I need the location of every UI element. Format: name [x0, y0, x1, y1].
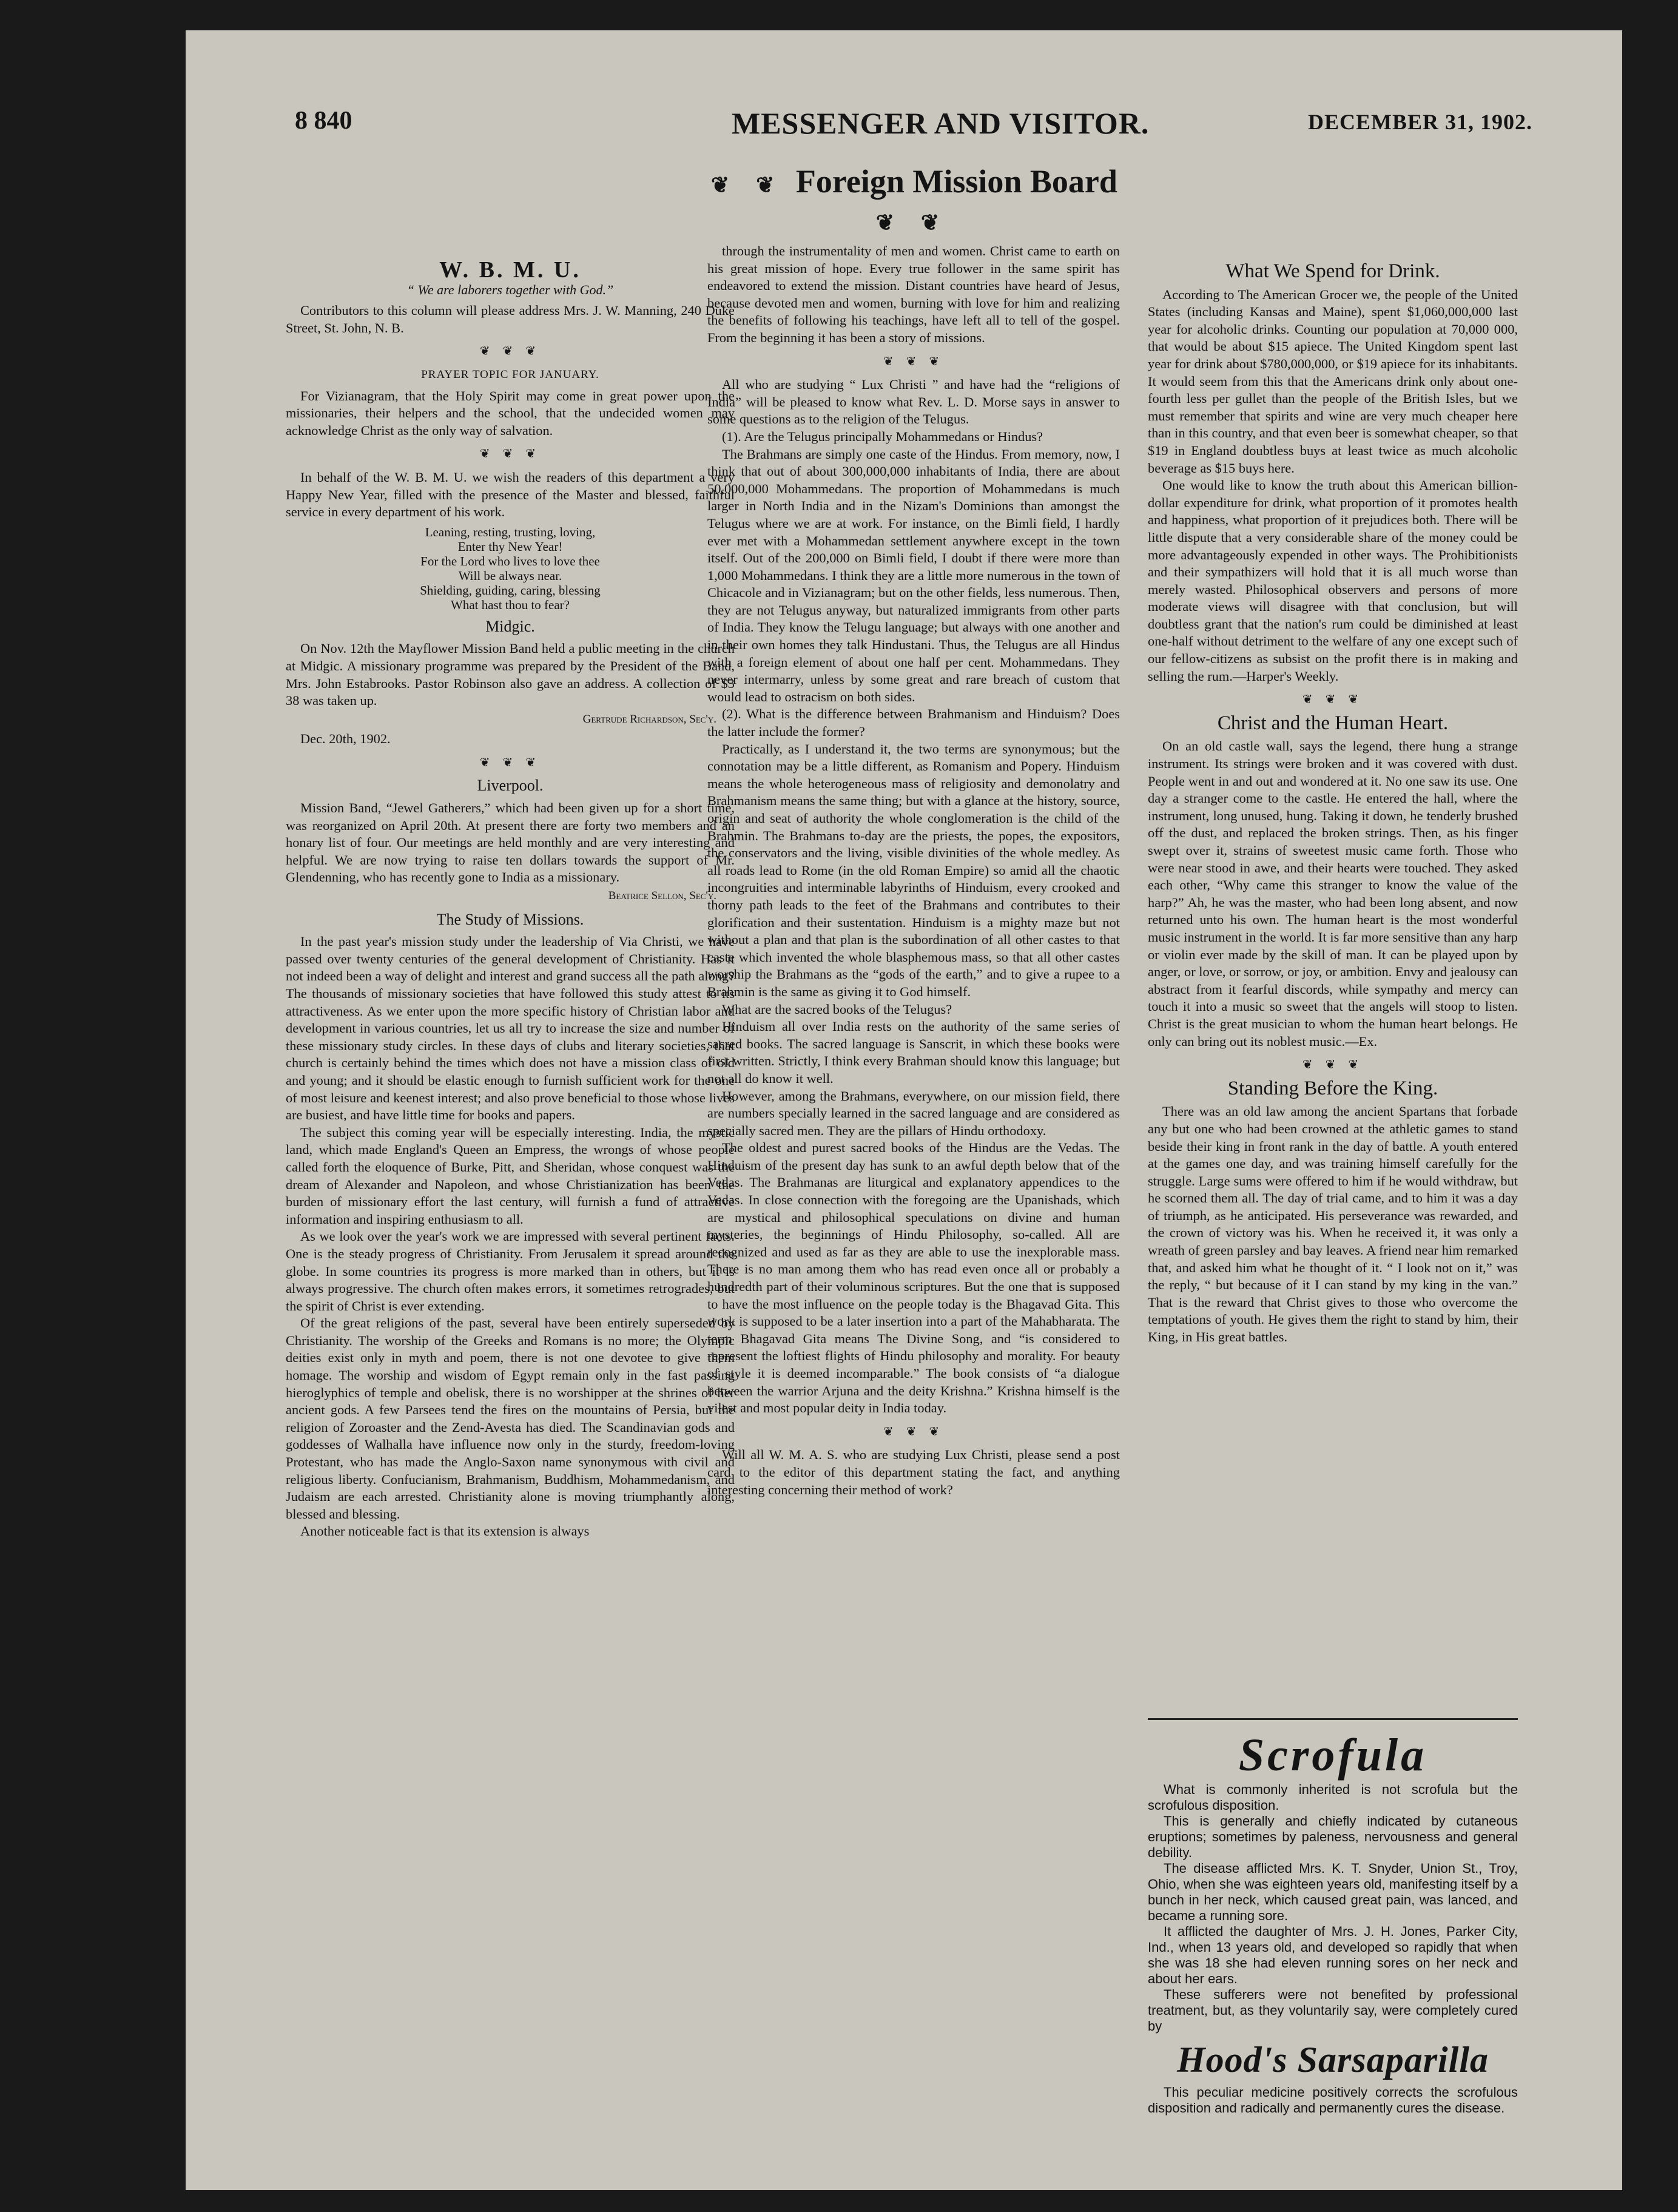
heart-paragraph: On an old castle wall, says the legend, there hung a strange instrument. Its strings were broken and it was covered with dust. People went in and out and wondered at it. No one saw its use. One day a stranger come to the castle. He entered the hall, where the instrument, long unused, hung. Taking it down, he tenderly brushed off the dust, and replaced the broken strings. Then, as his finger swept over it, strains of sweetest music came forth. Those who were near stood in awe, and their hearts were touched. They asked each other, “Why came this stranger to know the value of the harp?” Ah, he was the master, who had been long absent, and now returned unto his own. The human heart is the most wonderful music instrument in the world. It is far more sensitive than any harp or violin ever made by the skill of man. It can be played upon by anger, or love, or sorrow, or joy, or ambition. Envy and jealousy can abstract from it fearful discords, while sympathy and mercy can touch it into a music so sweet that the angels will stoop to listen. Christ is the great musician to whom the human heart belongs. He only can bring out its noblest music.—Ex.: [1148, 738, 1518, 1049]
divider-rule: [1148, 1718, 1518, 1720]
wbmu-motto: “ We are laborers together with God.”: [406, 282, 614, 297]
product-name: Hood's Sarsaparilla: [1176, 2040, 1489, 2080]
answer: The oldest and purest sacred books of the Hindus are the Vedas. The Hinduism of the present day has sunk to an awful depth below that of the Vedas. The Brahmanas are liturgical and explanatory appendices to the Vedas. In close connection with the foregoing are the Upanishads, which are mystical and philosophical speculations on divine and human mysteries, the beginnings of Hindu Philosophy, so-called. All are recognized and used as far as they are able to use the inexplorable mass. There is no man among them who has read even once all or probably a hundredth part of their voluminous scriptures. But the one that is supposed to have the most influence on the people today is the Bhagavad Gita. This work is supposed to be a later insertion into a part of the Mahabharata. The term Bhagavad Gita means The Divine Song, and “is considered to represent the loftiest flights of Hindu philosophy and morality. For beauty of style it is deemed incomparable.” The book consists of “a dialogue between the warrior Arjuna and the deity Krishna.” Krishna himself is the vilest and most popular deity in India today.: [707, 1140, 1120, 1416]
advert-paragraph: These sufferers were not benefited by professional treatment, but, as they voluntarily say, were completely cured by: [1148, 1987, 1518, 2034]
contributors-note: Contributors to this column will please address Mrs. J. W. Manning, 240 Duke Street, St. John, N. B.: [286, 303, 735, 336]
prayer-topic-heading: PRAYER TOPIC FOR JANUARY.: [421, 368, 599, 381]
issue-date: DECEMBER 31, 1902.: [1307, 110, 1532, 134]
ornament-stars: ❦ ❦ ❦: [479, 345, 541, 359]
new-year-poem: Leaning, resting, trusting, loving, Enter thy New Year! For the Lord who lives to love thee Will be always near. Shielding, guiding, caring, blessing What hast thou to fear?: [420, 524, 601, 612]
drink-paragraph: According to The American Grocer we, the people of the United States (including Kansas and Maine), spent $1,060,000,000 last year for alcoholic drinks. Counting our population at 70,000 000, that would be about $15 apiece. The United Kingdom spent last year for drink about $780,000,000, or $19 apiece for its inhabitants. It would seem from this that the Americans drink only about one-fourth less per gullet than the people of the British Isles, but we must remember that spirits and wine are very much cheaper here than in this country, and that even beer is somewhat cheaper, so that $19 in England doubtless buys at least twice as much alcoholic beverage as $15 buys here.: [1148, 286, 1518, 476]
liverpool-signature: Beatrice Sellon, Sec'y.: [608, 889, 716, 903]
midgic-heading: Midgic.: [485, 617, 535, 635]
closing-request: Will all W. M. A. S. who are studying Lux Christi, please send a post card to the editor of this department stating the fact, and anything interesting concerning their method of work?: [707, 1447, 1120, 1497]
midgic-signature: Gertrude Richardson, Sec'y.: [582, 712, 716, 726]
answer: Hinduism all over India rests on the authority of the same series of sacred books. The sacred language is Sanscrit, in which these books were first written. Strictly, I think every Brahman should know this language; but not all do know it well.: [707, 1019, 1120, 1086]
answer: However, among the Brahmans, everywhere, on our mission field, there are numbers specially learned in the sacred language and are considered as specially sacred men. They are the pillars of Hindu orthodoxy.: [707, 1088, 1120, 1138]
scrofula-advertisement: [1148, 1729, 1518, 2190]
advert-paragraph: This is generally and chiefly indicated by cutaneous eruptions; sometimes by paleness, nervousness and general debility.: [1148, 1813, 1518, 1860]
liverpool-text: Mission Band, “Jewel Gatherers,” which had been given up for a short time, was reorganized on April 20th. At present there are forty two members and an honary list of four. Our meetings are held monthly and are very interesting and helpful. We are now trying to raise ten dollars towards the support of Mr. Glendenning, who has recently gone to India as a missionary.: [286, 800, 735, 885]
advert-paragraph: It afflicted the daughter of Mrs. J. H. Jones, Parker City, Ind., when 13 years old, and developed so rapidly that when she was 18 she had eleven running sores on her neck and about her ears.: [1148, 1924, 1518, 1986]
advert-title: Scrofula: [1238, 1730, 1427, 1781]
question: (2). What is the difference between Brahmanism and Hinduism? Does the latter include the former?: [707, 706, 1120, 740]
newspaper-page: [186, 30, 1622, 2190]
ornament-icon: ❦: [756, 173, 775, 197]
column-middle: [707, 243, 1120, 2136]
ornament-icon: ❦: [875, 211, 894, 235]
ornament-icon: ❦: [921, 211, 940, 235]
ornament-stars: ❦ ❦ ❦: [479, 755, 541, 769]
study-paragraph: In the past year's mission study under the leadership of Via Christi, we have passed over twenty centuries of the general development of Christianity. Has it not indeed been a way of delight and interest and grand success all the path along? The thousands of missionary societies that have followed this study attest to its attractiveness. As we enter upon the more specific history of Christian labor and development in various countries, let us all try to increase the size and number of these missionary study circles. In these days of clubs and literary societies, that church is certainly behind the times which does not have a mission class of old and young; and it should be elastic enough to furnish sufficient work for the one of most leisure and keenest interest; and also prove beneficial to those whose lives are busiest, and have little time for books and papers.: [286, 934, 735, 1123]
advert-paragraph: What is commonly inherited is not scrofula but the scrofulous disposition.: [1148, 1782, 1518, 1813]
ornament-stars: ❦ ❦ ❦: [1302, 1058, 1364, 1072]
advert-paragraph: The disease afflicted Mrs. K. T. Snyder, Union St., Troy, Ohio, when she was eighteen years old, manifesting itself by a bunch in her neck, which caused great pain, was lanced, and became a running sore.: [1148, 1861, 1518, 1923]
study-paragraph: As we look over the year's work we are impressed with several pertinent facts. One is the steady progress of Christianity. From Jerusalem it spread around the globe. In some countries its progress is more marked than in others, but it is always progressive. The church often makes errors, it sometimes retrogrades, but the spirit of Christ is ever extending.: [286, 1229, 735, 1313]
liverpool-heading: Liverpool.: [477, 777, 544, 795]
ornament-stars: ❦ ❦ ❦: [1302, 693, 1364, 707]
drink-heading: What We Spend for Drink.: [1225, 260, 1440, 282]
column-left: [286, 258, 735, 2151]
ornament-stars: ❦ ❦ ❦: [883, 354, 945, 368]
heart-heading: Christ and the Human Heart.: [1217, 712, 1449, 734]
lux-christi-intro: All who are studying “ Lux Christi ” and have had the “religions of India” will be pleased to know what Rev. L. D. Morse says in answer to some questions as to the religion of the Telugus.: [707, 377, 1120, 427]
advert-paragraph: This peculiar medicine positively corrects the scrofulous disposition and radically and permanently cures the disease.: [1148, 2085, 1518, 2116]
study-heading: The Study of Missions.: [436, 910, 584, 928]
king-paragraph: There was an old law among the ancient Spartans that forbade any but one who had been crowned at the athletic games to stand beside their king in front rank in the day of battle. A youth entered at the games one day, and was training himself carefully for the struggle. Large sums were offered to him if he would withdraw, but he scorned them all. The day of trial came, and to him it was a day of triumph, as he anticipated. His perseverance was rewarded, and the crown of victory was his. When he received it, it was only a wreath of green parsley and bay leaves. A friend near him remarked that, and asked him what he thought of it. “ I look not on it,” was the reply, “ but because of it I can stand by my king in the van.” That is the reward that Christ gives to those who overcome the temptations of youth. He gives them the right to stand by him, their King, in His great battles.: [1148, 1104, 1518, 1345]
answer: The Brahmans are simply one caste of the Hindus. From memory, now, I think that out of about 300,000,000 inhabitants of India, there are about 50,000,000 Mohammedans. The proportion of Mohammedans is much larger in North India and in the Nizam's Dominions than amongst the Telugus where we are at work. For instance, on the Bimli field, I hardly ever met with a Mohammedan settlement anywhere except in the town itself. Out of the 200,000 on Bimli field, I doubt if there were more than 1,000 Mohammedans. I think they are a little more numerous in the town of Chicacole and in Vizianagram; but on the other fields, less numerous. Then, they are not Telugus anyway, but naturalized immigrants from other parts of India. They know the Telugu language; but always with one another and in their own homes they talk Hindustani. Thus, the Telugus are all Hindus with a foreign element of about one half per cent. Mohammedans. They never intermarry, unless by some great and rare breach of custom that would lead to ostracism on both sides.: [707, 446, 1120, 704]
new-year-wish: In behalf of the W. B. M. U. we wish the readers of this department a very Happy New Year, filled with the presence of the Master and blessed, faithful service in every department of his work.: [286, 469, 735, 520]
drink-paragraph: One would like to know the truth about this American billion-dollar expenditure for drink, what proportion of it promotes health and happiness, what proportion of it prejudices both. There will be little dispute that a very considerable share of the money could be more advantageously expended in other ways. The Prohibitionists and their sympathizers will hold that it is all much worse than merely wasted. Philosophical observers and persons of more moderate views will disagree with that conclusion, but will doubtless grant that the nation's rum could be diminished at least one-half without detriment to the welfare of any one except such of our fellow-citizens as subsist on the profit there is in making and selling the rum.—Harper's Weekly.: [1148, 477, 1518, 684]
ornament-stars: ❦ ❦ ❦: [883, 1425, 945, 1438]
study-paragraph: Another noticeable fact is that its extension is always: [300, 1523, 590, 1539]
section-title: Foreign Mission Board: [795, 163, 1117, 200]
midgic-text: On Nov. 12th the Mayflower Mission Band held a public meeting in the church at Midgic. A missionary programme was prepared by the President of the Band, Mrs. John Estabrooks. Pastor Robinson also gave an address. A collection of $3 38 was taken up.: [286, 641, 735, 709]
ornament-icon: ❦: [711, 173, 730, 197]
ornament-stars: ❦ ❦ ❦: [479, 447, 541, 461]
king-heading: Standing Before the King.: [1227, 1077, 1438, 1099]
study-paragraph: The subject this coming year will be especially interesting. India, the mystic land, which made England's Queen an Empress, the wrongs of whose people called forth the eloquence of Burke, Pitt, and Sheridan, whose conquest was the dream of Alexander and Napoleon, and whose Christianization has been the burden of missionary effort the last century, will furnish a fund of attractive information and inspiring enthusiasm to all.: [286, 1124, 735, 1227]
missions-paragraph: through the instrumentality of men and women. Christ came to earth on his great mission of hope. Every true follower in the same spirit has endeavored to extend the mission. Distant countries have heard of Jesus, because devoted men and women, burning with love for him and realizing the benefits of following his teachings, have left all to tell of the gospel. From the beginning it has been a story of missions.: [707, 243, 1120, 345]
question: (1). Are the Telugus principally Mohammedans or Hindus?: [722, 428, 1043, 444]
prayer-topic-text: For Vizianagram, that the Holy Spirit may come in great power upon the missionaries, their helpers and the school, that the undecided women may acknowledge Christ as the only way of salvation.: [286, 388, 735, 438]
question: What are the sacred books of the Telugus?: [722, 1001, 952, 1017]
page-number: 8 840: [295, 107, 352, 135]
running-head: MESSENGER AND VISITOR.: [732, 106, 1150, 140]
wbmu-title: W. B. M. U.: [439, 258, 581, 283]
answer: Practically, as I understand it, the two terms are synonymous; but the connotation may be a little different, as Romanism and Popery. Hinduism means the whole heterogeneous mass of religiosity and demonolatry and Brahmanism means the same thing; but with a glance at the history, source, origin and seat of authority the whole conglomeration is the child of the Brahmin. The Brahmans to-day are the priests, the popes, the expositors, the conservators and the living, visible divinities of the whole medley. As all roads lead to Rome (in the old Roman Empire) so amid all the chaotic incongruities and interminable labyrinths of Hinduism, every crooked and thorny path leads to the feet of the Brahmans and contributes to their glorification and their sustentation. Hinduism is a mighty maze but not without a plan and that plan is the subordination of all other castes to that caste which invented the whole blasphemous mass, so that all other castes worship the Brahmans as the “gods of the earth,” and to give a rupee to a Brahmin is the same as giving it to God himself.: [707, 741, 1120, 999]
section-heading: [653, 163, 1162, 238]
midgic-date: Dec. 20th, 1902.: [300, 731, 391, 747]
study-paragraph: Of the great religions of the past, several have been entirely superseded by Christianity. The worship of the Greeks and Romans is no more; the Olympic deities exist only in myth and poem, there is not one devotee to give them homage. The worship and wisdom of Egypt remain only in the fast passing hieroglyphics of temple and obelisk, there is no worshipper at the shrines of her ancient gods. A few Parsees tend the fires on the mountains of Persia, but the religion of Zoroaster and the Zend-Avesta has died. The Scandinavian gods and goddesses of Walhalla have influence now only in the sturdy, freedom-loving Protestant, who has made the Anglo-Saxon name synonymous with civil and religious liberty. Confucianism, Brahmanism, Buddhism, Mohammedanism, and Judaism are each arrested. Christianity alone is moving triumphantly along, blessed and blessing.: [286, 1315, 735, 1522]
